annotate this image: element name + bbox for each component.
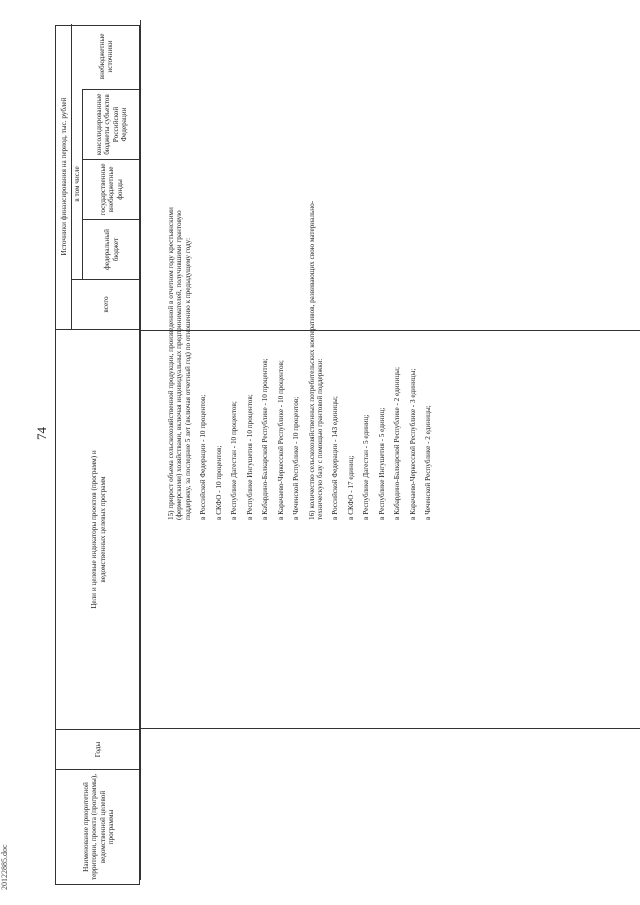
list-item: в Кабардино-Балкарской Республике - 2 единицы; <box>393 366 402 520</box>
header-years: Годы <box>94 741 103 758</box>
header-including: в том числе <box>73 166 81 202</box>
list-item: в Чеченской Республике - 2 единицы; <box>424 405 433 520</box>
list-item: в Карачаево-Черкесской Республике - 3 единицы; <box>408 368 417 520</box>
list-item: в СКФО - 10 процентов; <box>214 445 223 520</box>
divider <box>140 728 640 729</box>
rotated-table <box>55 25 140 885</box>
header-consolidated: консолидированные бюджеты субъектов Российской Федерации <box>94 93 128 156</box>
header-total-cell <box>71 279 141 329</box>
body-text <box>160 175 436 520</box>
page-number: 74 <box>34 427 49 440</box>
table-header <box>55 25 140 885</box>
list-item: в Российской Федерации - 143 единицы; <box>331 396 340 520</box>
list-item: в Республике Ингушетия - 10 процентов; <box>245 394 254 520</box>
list-item: 15) прирост объема сельскохозяйственной продукции, произведенной в отчетном году крестьянскими (фермерскими) хозяйствами, включая индивидуальных предпринимателей, получившими грантовую поддержку, за последние 5 лет (включая отчетный год) по отношению к предыдущему году: <box>167 207 192 520</box>
divider <box>140 330 640 331</box>
list-item: в Чеченской Республике - 10 процентов; <box>292 396 301 520</box>
footer-filename: 20122885.doc <box>0 844 9 890</box>
list-item: 16) количество сельскохозяйственных потребительских кооперативов, развивающих свою материально-техническую базу с помощью грантовой поддержки: <box>307 200 324 520</box>
header-goals: Цели и целевые индикаторы проектов (программ) и ведомственных целевых программ <box>90 450 107 609</box>
list-item: в Республике Ингушетия - 5 единиц; <box>377 407 386 520</box>
list-item: в Республике Дагестан - 10 процентов; <box>230 401 239 520</box>
header-name: Наименование приоритетной территории, проекта (программы), ведомственной целевой программы <box>81 773 115 881</box>
header-federal-cell <box>82 219 141 279</box>
header-name-cell <box>56 769 141 884</box>
list-item: в СКФО - 17 единиц; <box>346 455 355 520</box>
header-extra: внебюджетные источники <box>97 33 114 80</box>
header-federal: федеральный бюджет <box>103 229 120 270</box>
list-item: в Кабардино-Балкарской Республике - 10 процентов; <box>261 358 270 520</box>
header-total: всего <box>101 296 110 313</box>
header-consolidated-cell <box>82 89 141 159</box>
header-extra-cell <box>71 24 141 89</box>
list-item: в Российской Федерации - 10 процентов; <box>199 394 208 520</box>
header-sources: Источники финансирования на период, тыс. рублей <box>60 97 68 256</box>
header-state-funds-cell <box>82 159 141 219</box>
list-item: в Карачаево-Черкесской Республике - 10 процентов; <box>276 360 285 520</box>
header-goals-cell <box>56 329 141 729</box>
table-bottom-border <box>140 20 141 880</box>
list-item: в Республике Дагестан - 5 единиц; <box>362 414 371 520</box>
header-years-cell <box>56 729 141 769</box>
header-state-funds: государственные внебюджетные фонды <box>98 163 124 216</box>
